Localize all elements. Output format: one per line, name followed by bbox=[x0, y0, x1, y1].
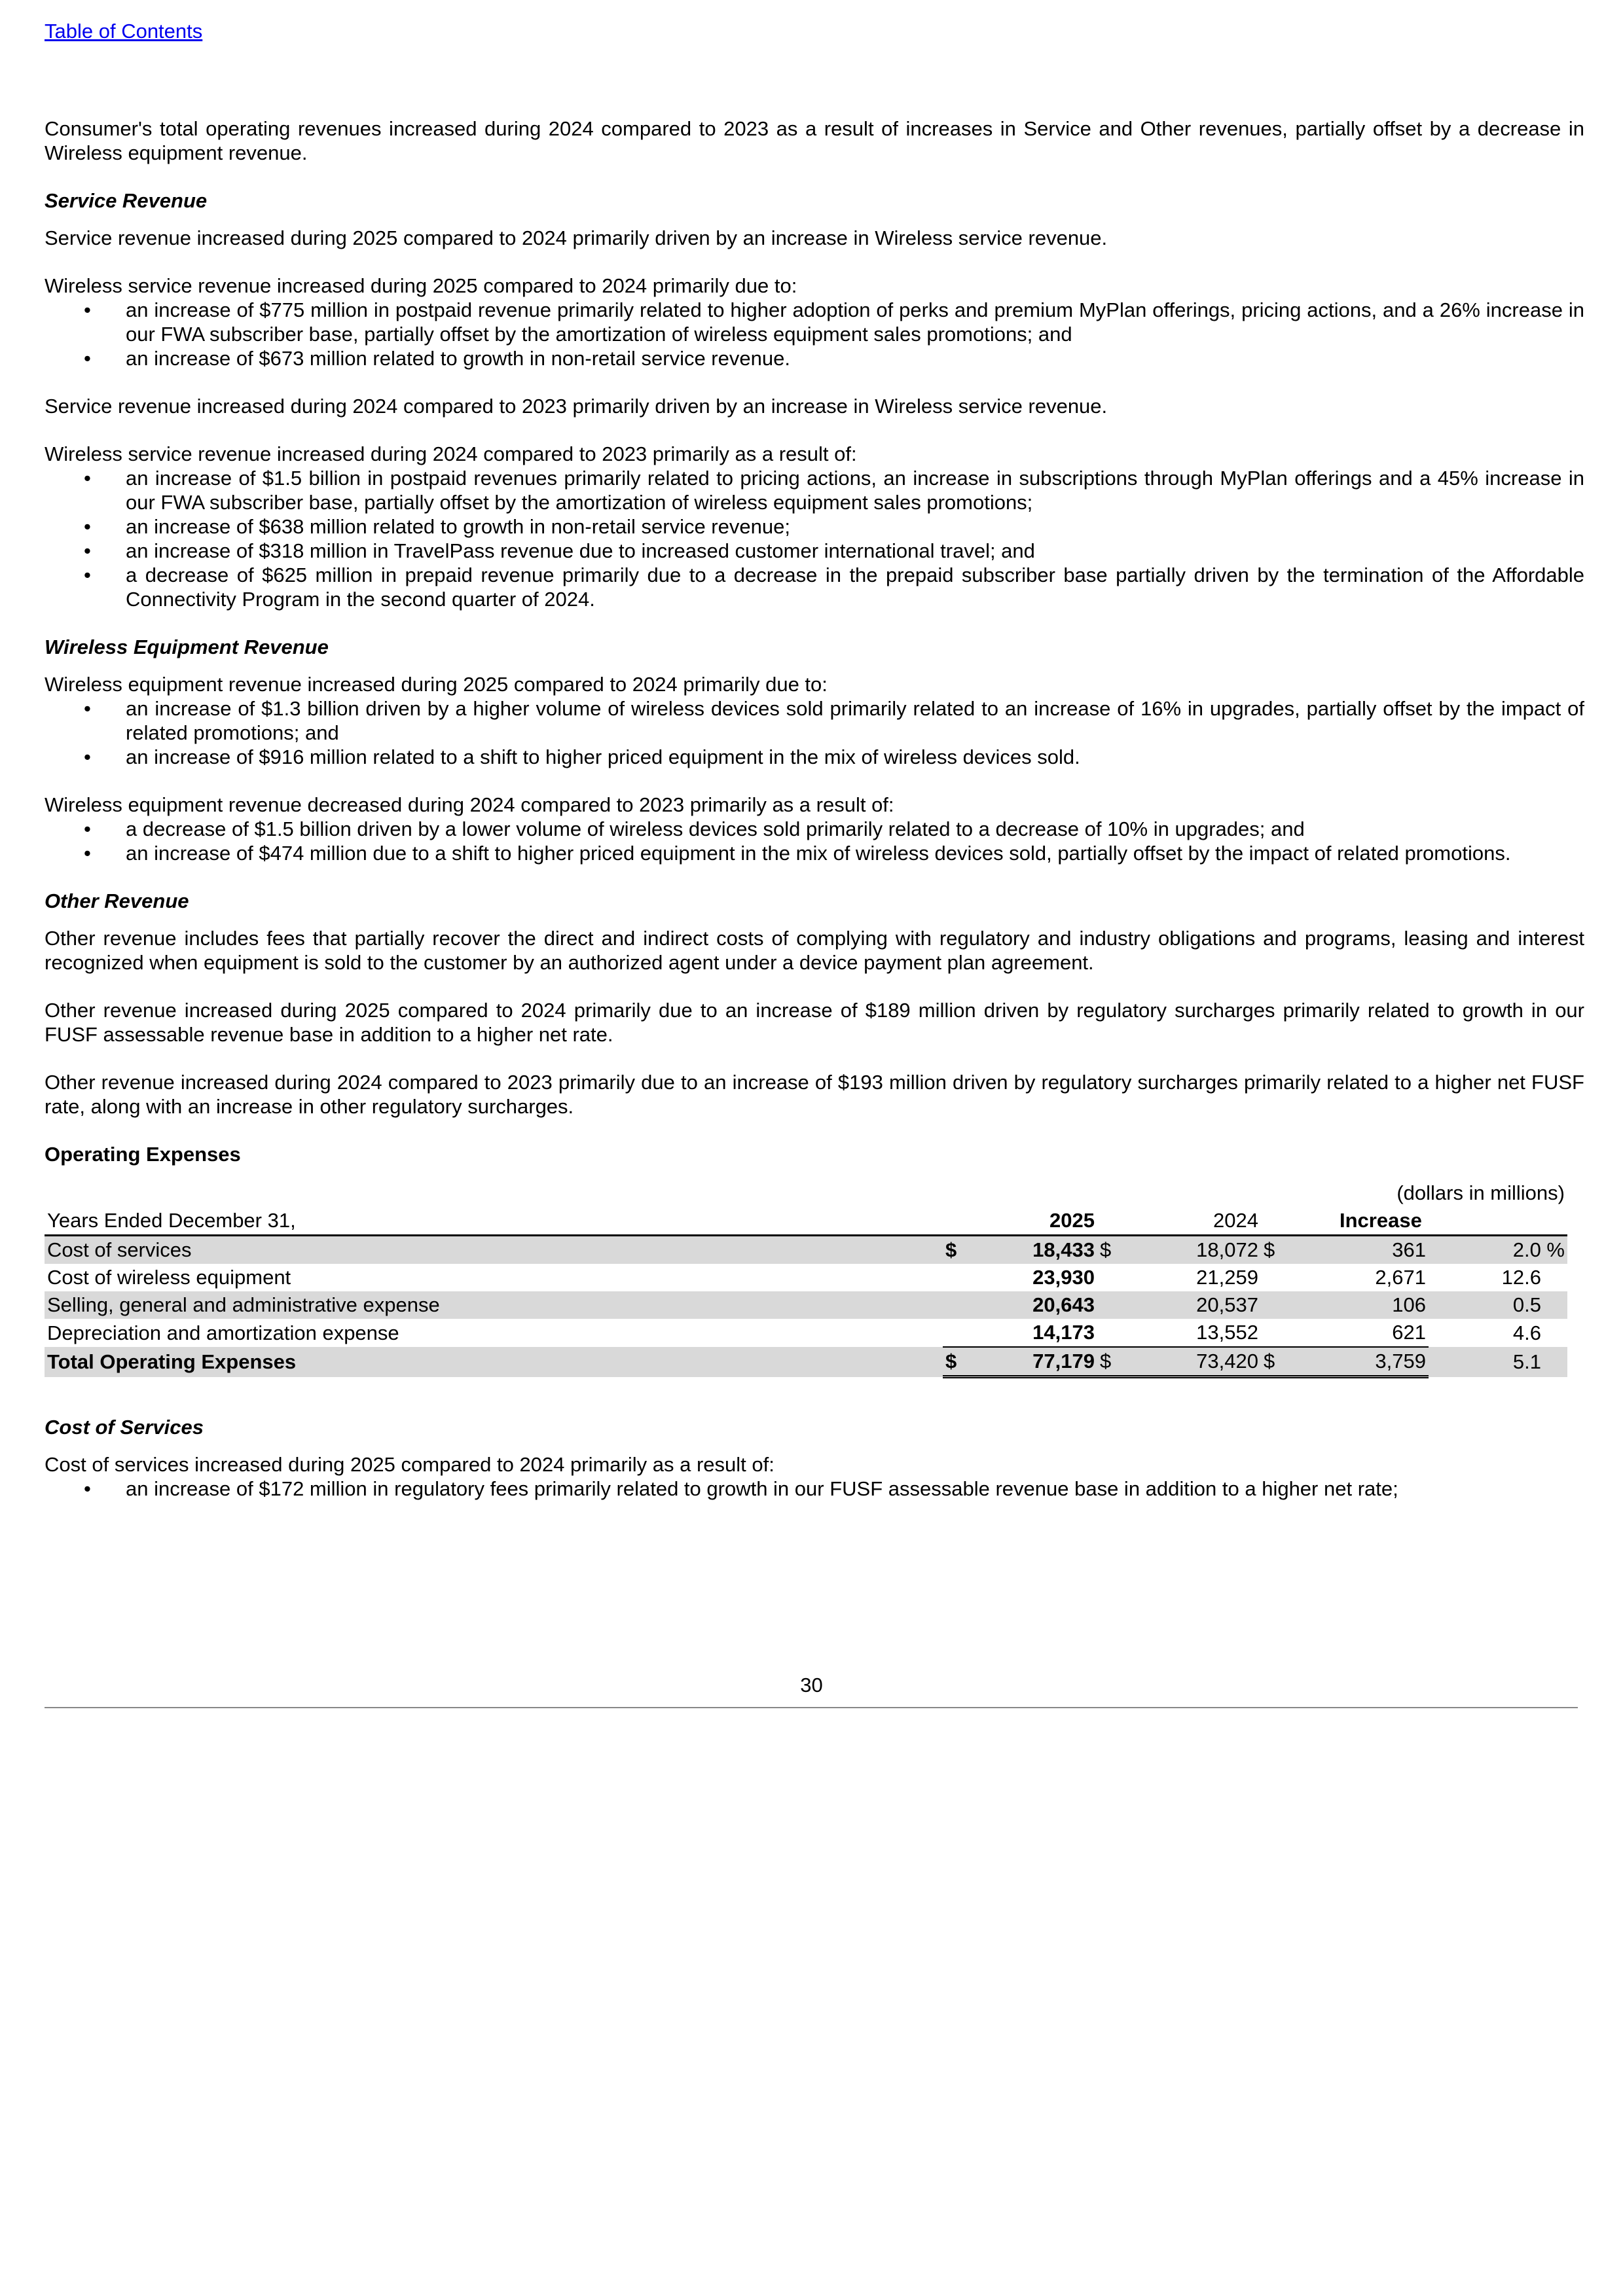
column-header-2025: 2025 bbox=[969, 1207, 1097, 1236]
increase-percent: 2.0 % bbox=[1429, 1236, 1567, 1265]
increase-percent: 5.1 bbox=[1429, 1347, 1567, 1377]
value-2025: 14,173 bbox=[1032, 1321, 1095, 1344]
table-row bbox=[45, 1291, 1567, 1319]
currency-symbol: $ bbox=[1097, 1347, 1123, 1377]
value-2024: 13,552 bbox=[1196, 1321, 1258, 1344]
list-item: • an increase of $638 million related to growth in non-retail service revenue; bbox=[45, 514, 1584, 539]
increase-value: 3,759 bbox=[1287, 1347, 1429, 1377]
increase-percent: 4.6 bbox=[1512, 1321, 1541, 1344]
list-item: • an increase of $1.3 billion driven by a higher volume of wireless devices sold primarily related to an increase of 16% in upgrades, partially offset by the impact of related promotions; and bbox=[45, 696, 1584, 745]
other-revenue-heading: Other Revenue bbox=[45, 889, 189, 912]
intro-paragraph: Consumer's total operating revenues increased during 2024 compared to 2023 as a result of increases in Service and Other revenues, partially offset by a decrease in Wireless equipment revenue. bbox=[45, 117, 1584, 164]
list-item: • a decrease of $1.5 billion driven by a lower volume of wireless devices sold primarily related to a decrease of 10% in upgrades; and bbox=[45, 817, 1584, 841]
value-2025: 20,643 bbox=[969, 1291, 1097, 1319]
operating-expenses-heading: Operating Expenses bbox=[45, 1143, 241, 1166]
value-2024: 20,537 bbox=[1123, 1291, 1261, 1319]
wireless-equipment-2025-bullets bbox=[45, 696, 1584, 769]
document-page bbox=[45, 18, 1584, 1501]
other-revenue-paragraph-3: Other revenue increased during 2024 compared to 2023 primarily due to an increase of $193 million driven by regulatory surcharges primarily related to a higher net FUSF rate, along with an increase in other regulatory surcharges. bbox=[45, 1071, 1584, 1118]
value-2024: 21,259 bbox=[1196, 1266, 1258, 1289]
list-item: • an increase of $775 million in postpaid revenue primarily related to higher adoption of perks and premium MyPlan offerings, pricing actions, and a 26% increase in our FWA subscriber base, partially offset by the amortization of wireless equipment sales promotions; and bbox=[45, 298, 1584, 346]
column-header-increase: Increase bbox=[1287, 1207, 1567, 1236]
column-header-2024: 2024 bbox=[1123, 1207, 1261, 1236]
table-row bbox=[45, 1319, 1567, 1347]
wireless-equipment-2024-bullets bbox=[45, 817, 1584, 865]
table-row bbox=[45, 1264, 1567, 1291]
row-label: Selling, general and administrative expense bbox=[45, 1291, 943, 1319]
list-item: • an increase of $474 million due to a shift to higher priced equipment in the mix of wireless devices sold, partially offset by the impact of related promotions. bbox=[45, 841, 1584, 865]
footer-divider bbox=[45, 1707, 1578, 1708]
increase-value: 621 bbox=[1392, 1321, 1426, 1344]
currency-symbol: $ bbox=[943, 1347, 969, 1377]
service-revenue-paragraph-4: Wireless service revenue increased during 2024 compared to 2023 primarily as a result of: bbox=[45, 442, 857, 465]
increase-value: 2,671 bbox=[1375, 1266, 1426, 1289]
column-header-years: Years Ended December 31, bbox=[45, 1207, 943, 1236]
wireless-equipment-paragraph-2: Wireless equipment revenue decreased during 2024 compared to 2023 primarily as a result of: bbox=[45, 793, 894, 816]
operating-expenses-table bbox=[45, 1179, 1567, 1378]
list-item: • a decrease of $625 million in prepaid revenue primarily due to a decrease in the prepaid subscriber base partially driven by the termination of the Affordable Connectivity Program in the second quarter of 2024. bbox=[45, 563, 1584, 611]
service-revenue-paragraph-1: Service revenue increased during 2025 compared to 2024 primarily driven by an increase in Wireless service revenue. bbox=[45, 226, 1108, 249]
list-item: • an increase of $916 million related to a shift to higher priced equipment in the mix of wireless devices sold. bbox=[45, 745, 1584, 769]
other-revenue-paragraph-2: Other revenue increased during 2025 compared to 2024 primarily due to an increase of $189 million driven by regulatory surcharges primarily related to growth in our FUSF assessable revenue base in addition to a higher net rate. bbox=[45, 999, 1584, 1046]
currency-symbol: $ bbox=[1261, 1347, 1287, 1377]
value-2025: 77,179 bbox=[969, 1347, 1097, 1377]
currency-symbol: $ bbox=[1097, 1236, 1123, 1265]
service-revenue-2025-bullets bbox=[45, 298, 1584, 370]
row-label: Cost of services bbox=[45, 1236, 943, 1265]
row-label: Total Operating Expenses bbox=[45, 1347, 943, 1377]
table-row bbox=[45, 1236, 1567, 1265]
other-revenue-paragraph-1: Other revenue includes fees that partially recover the direct and indirect costs of complying with regulatory and industry obligations and programs, leasing and interest recognized when equipment is sold to the customer by an authorized agent under a device payment plan agreement. bbox=[45, 927, 1584, 974]
increase-value: 106 bbox=[1287, 1291, 1429, 1319]
row-label: Cost of wireless equipment bbox=[47, 1266, 291, 1289]
cost-of-services-paragraph-1: Cost of services increased during 2025 compared to 2024 primarily as a result of: bbox=[45, 1453, 775, 1476]
list-item: • an increase of $1.5 billion in postpaid revenues primarily related to pricing actions, an increase in subscriptions through MyPlan offerings and a 45% increase in our FWA subscriber base, partially offset by the amortization of wireless equipment sales promotions; bbox=[45, 466, 1584, 514]
currency-symbol: $ bbox=[943, 1236, 969, 1265]
increase-percent: 0.5 bbox=[1429, 1291, 1567, 1319]
increase-value: 361 bbox=[1287, 1236, 1429, 1265]
list-item: • an increase of $172 million in regulatory fees primarily related to growth in our FUSF assessable revenue base in addition to a higher net rate; bbox=[45, 1477, 1584, 1501]
service-revenue-2024-bullets bbox=[45, 466, 1584, 611]
units-label: (dollars in millions) bbox=[1396, 1181, 1565, 1204]
service-revenue-paragraph-3: Service revenue increased during 2024 compared to 2023 primarily driven by an increase in Wireless service revenue. bbox=[45, 395, 1108, 418]
list-item: • an increase of $318 million in TravelPass revenue due to increased customer international travel; and bbox=[45, 539, 1584, 563]
service-revenue-heading: Service Revenue bbox=[45, 189, 208, 212]
cost-of-services-heading: Cost of Services bbox=[45, 1416, 204, 1439]
table-row-total bbox=[45, 1347, 1567, 1377]
row-label: Depreciation and amortization expense bbox=[47, 1321, 399, 1344]
value-2024: 73,420 bbox=[1123, 1347, 1261, 1377]
value-2025: 18,433 bbox=[969, 1236, 1097, 1265]
cost-of-services-bullets bbox=[45, 1477, 1584, 1501]
currency-symbol: $ bbox=[1261, 1236, 1287, 1265]
table-of-contents-link[interactable]: Table of Contents bbox=[45, 20, 203, 43]
service-revenue-paragraph-2: Wireless service revenue increased during 2025 compared to 2024 primarily due to: bbox=[45, 274, 797, 297]
wireless-equipment-heading: Wireless Equipment Revenue bbox=[45, 636, 329, 658]
value-2025: 23,930 bbox=[1032, 1266, 1095, 1289]
increase-percent: 12.6 bbox=[1501, 1266, 1541, 1289]
value-2024: 18,072 bbox=[1123, 1236, 1261, 1265]
list-item: • an increase of $673 million related to growth in non-retail service revenue. bbox=[45, 346, 1584, 370]
page-number: 30 bbox=[800, 1674, 823, 1696]
wireless-equipment-paragraph-1: Wireless equipment revenue increased during 2025 compared to 2024 primarily due to: bbox=[45, 673, 828, 696]
